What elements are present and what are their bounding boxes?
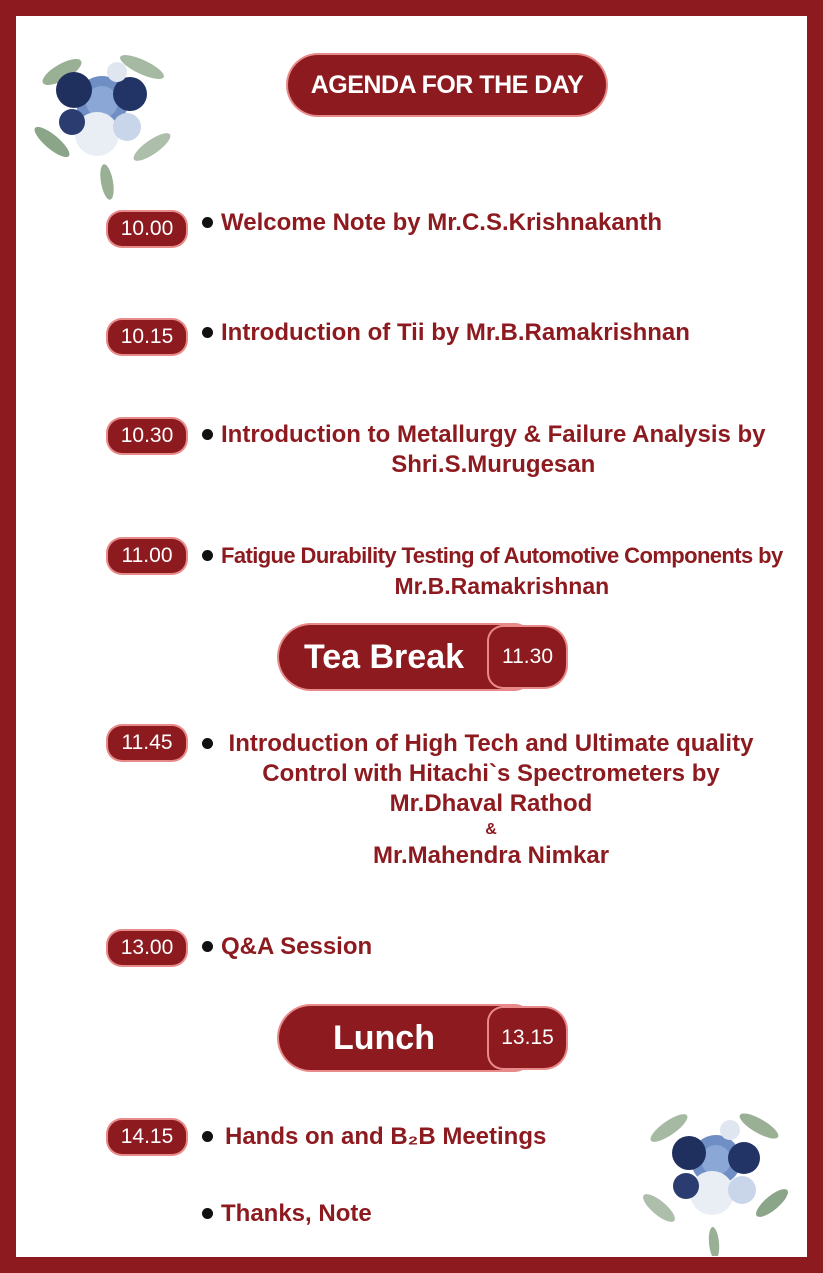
time-badge: 14.15: [108, 1120, 186, 1154]
time-badge: 11.45: [108, 726, 186, 760]
break-time: 13.15: [489, 1008, 566, 1068]
agenda-item: [202, 208, 662, 238]
floral-decoration-bottom-right: [634, 1098, 794, 1256]
agenda-item-text: Introduction of High Tech and Ultimate quality: [228, 730, 754, 757]
break-time: 11.30: [489, 627, 566, 687]
agenda-item: [202, 1122, 546, 1152]
time-badge: 11.00: [108, 539, 186, 573]
agenda-page: [16, 16, 807, 1257]
agenda-item: [202, 420, 766, 480]
break-label: Tea Break: [279, 625, 529, 689]
break-label: Lunch: [279, 1006, 529, 1070]
agenda-item-text: Fatigue Durability Testing of Automotive Components by: [221, 543, 783, 568]
agenda-item-speaker: Mr.Dhaval Rathod: [389, 790, 593, 817]
time-badge: 13.00: [108, 931, 186, 965]
agenda-item: [202, 932, 372, 962]
agenda-item: [202, 318, 690, 348]
agenda-item-text: Q&A Session: [221, 933, 373, 960]
agenda-item-speaker: Mr.Mahendra Nimkar: [372, 842, 610, 869]
agenda-title: AGENDA FOR THE DAY: [288, 55, 606, 115]
agenda-item-text: Introduction of Tii by Mr.B.Ramakrishnan: [221, 319, 690, 346]
time-badge: 10.15: [108, 320, 186, 354]
agenda-item: [202, 1199, 372, 1229]
time-badge: 10.30: [108, 419, 186, 453]
tea-break-banner: [279, 625, 566, 689]
agenda-item-speaker: Mr.B.Ramakrishnan: [394, 573, 610, 599]
agenda-item-text: Control with Hitachi`s Spectrometers by: [262, 760, 720, 787]
bullet-icon: [202, 1131, 213, 1142]
agenda-item-text: Hands on and B₂B Meetings: [225, 1123, 547, 1150]
bullet-icon: [202, 327, 213, 338]
bullet-icon: [202, 429, 213, 440]
agenda-item: [202, 541, 783, 601]
bullet-icon: [202, 1208, 213, 1219]
bullet-icon: [202, 738, 213, 749]
agenda-item-speaker: Shri.S.Murugesan: [391, 451, 596, 478]
lunch-banner: [279, 1006, 566, 1070]
agenda-item-text: Welcome Note by Mr.C.S.Krishnakanth: [221, 209, 662, 236]
agenda-item-text: Introduction to Metallurgy & Failure Analysis by: [221, 421, 766, 448]
agenda-item-text: Thanks, Note: [221, 1200, 372, 1227]
agenda-item-ampersand: &: [485, 821, 497, 838]
time-badge: 10.00: [108, 212, 186, 246]
floral-decoration-top-left: [22, 32, 182, 202]
bullet-icon: [202, 550, 213, 561]
bullet-icon: [202, 217, 213, 228]
agenda-item: [202, 729, 762, 871]
bullet-icon: [202, 941, 213, 952]
